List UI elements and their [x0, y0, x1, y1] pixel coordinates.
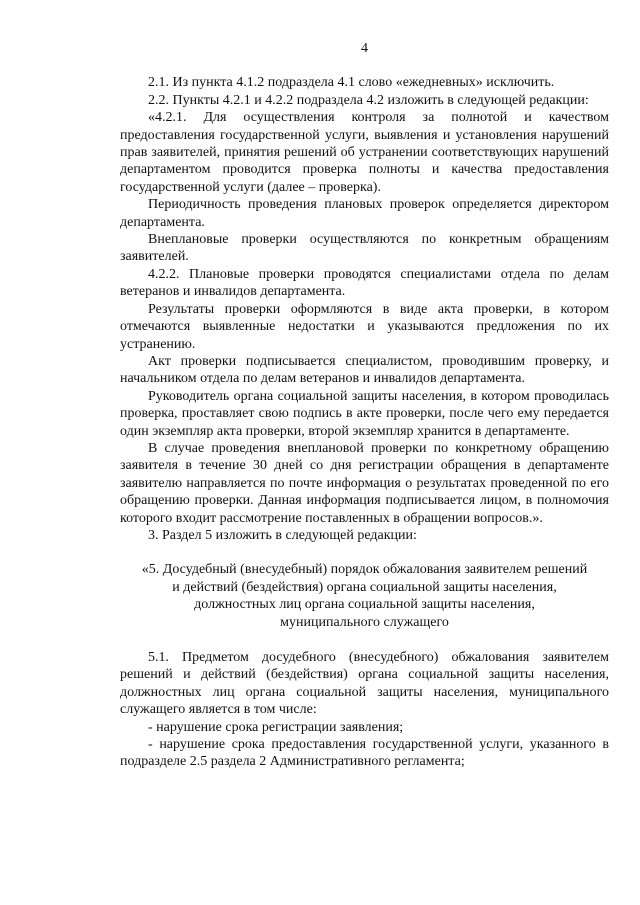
paragraph-4-2-1: «4.2.1. Для осуществления контроля за полнотой и качеством предоставления государственной услуги, выявления и установления нарушений прав заявителей, принятия решений об устранении соответствующих нарушений департаментом проводится проверка полноты и качества предоставления государственной услуги (далее – проверка).: [120, 110, 609, 195]
heading-line: должностных лиц органа социальной защиты населения,: [194, 597, 535, 613]
heading-line: и действий (бездействия) органа социальной защиты населения,: [172, 579, 557, 595]
paragraph-unscheduled-case: В случае проведения внеплановой проверки по конкретному обращению заявителя в течение 30 дней со дня регистрации обращения в департаменте заявителю направляется по почте информация о результатах проведенной по его обращению проверки. Данная информация подписывается лицом, в полномочия которого входит рассмотрение поставленных в обращении вопросов.».: [120, 440, 609, 526]
paragraph-periodicity: Периодичность проведения плановых проверок определяется директором департамента.: [120, 197, 609, 230]
list-item: - нарушение срока регистрации заявления;: [148, 719, 404, 735]
paragraph-5-1: 5.1. Предметом досудебного (внесудебного) обжалования заявителем решений и действий (бездействия) органа социальной защиты населения, должностных лиц органа социальной защиты населения, муниципального служащего является в том числе:: [120, 650, 609, 718]
section-5-heading: [120, 561, 609, 631]
paragraph-act-signed: Акт проверки подписывается специалистом, проводившим проверку, и начальником отдела по делам ветеранов и инвалидов департамента.: [120, 353, 609, 387]
page-number: 4: [361, 41, 368, 56]
heading-line: «5. Досудебный (внесудебный) порядок обжалования заявителем решений: [141, 562, 588, 578]
paragraph-4-2-2: 4.2.2. Плановые проверки проводятся специалистами отдела по делам ветеранов и инвалидов департамента.: [120, 266, 609, 300]
paragraph-unscheduled: Внеплановые проверки осуществляются по конкретным обращениям заявителей.: [120, 232, 609, 265]
list-item: - нарушение срока предоставления государственной услуги, указанного в подразделе 2.5 раздела 2 Административного регламента;: [120, 737, 609, 770]
heading-line: муниципального служащего: [280, 614, 449, 630]
paragraph-section-3: 3. Раздел 5 изложить в следующей редакции:: [148, 527, 417, 543]
paragraph-results: Результаты проверки оформляются в виде акта проверки, в котором отмечаются выявленные недостатки и указываются предложения по их устранению.: [120, 301, 609, 352]
paragraph-2-1: 2.1. Из пункта 4.1.2 подраздела 4.1 слово «ежедневных» исключить.: [148, 75, 555, 91]
paragraph-head-signature: Руководитель органа социальной защиты населения, в котором проводилась проверка, проставляет свою подпись в акте проверки, после чего ему передается один экземпляр акта проверки, второй экземпляр хранится в департаменте.: [120, 388, 609, 439]
paragraph-2-2: 2.2. Пункты 4.2.1 и 4.2.2 подраздела 4.2 изложить в следующей редакции:: [148, 92, 589, 108]
